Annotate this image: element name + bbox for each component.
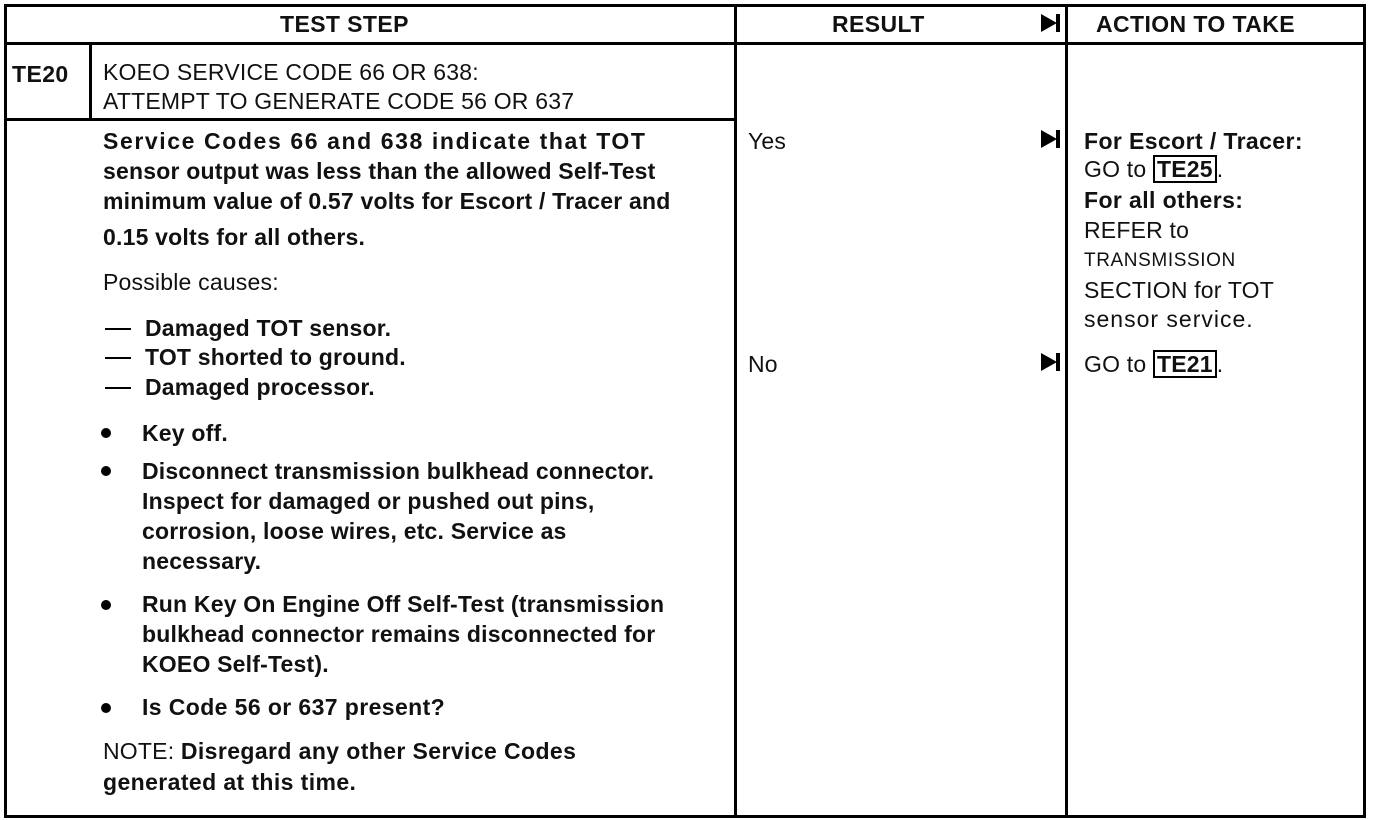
bullet-icon <box>101 703 111 713</box>
cause-dash-1 <box>105 328 131 330</box>
causes-label: Possible causes: <box>103 269 279 295</box>
bullet-2-line-1: Disconnect transmission bulkhead connector. <box>142 458 655 484</box>
bullet-3-line-1: Run Key On Engine Off Self-Test (transmission <box>142 591 665 617</box>
yes-arrow-icon <box>1041 130 1057 148</box>
note-label: NOTE: <box>103 738 175 764</box>
step-title-line-2: ATTEMPT TO GENERATE CODE 56 OR 637 <box>103 88 575 114</box>
bullet-icon <box>101 428 111 438</box>
action-no-goto: GO to <box>1084 351 1147 377</box>
no-arrow-bar-icon <box>1056 353 1060 371</box>
action-yes-line-5: TRANSMISSION <box>1084 250 1236 271</box>
note-line-1 <box>103 736 576 766</box>
bullet-icon <box>101 600 111 610</box>
action-yes-goto: GO to <box>1084 156 1147 182</box>
action-yes-goto-line <box>1084 154 1223 184</box>
action-no-period: . <box>1216 351 1224 377</box>
header-bottom-border <box>4 42 1366 45</box>
action-yes-line-6: SECTION for TOT <box>1084 277 1275 303</box>
action-yes-period: . <box>1216 156 1224 182</box>
action-yes-line-4: REFER to <box>1084 217 1190 243</box>
intro-line-4: 0.15 volts for all others. <box>103 224 366 250</box>
bullet-1-line-1: Key off. <box>142 420 228 446</box>
note-line-2: generated at this time. <box>103 769 357 795</box>
bullet-icon <box>101 466 111 476</box>
action-yes-line-7: sensor service. <box>1084 306 1254 332</box>
note-text-1: Disregard any other Service Codes <box>180 738 577 764</box>
step-id: TE20 <box>12 61 69 87</box>
cause-2: TOT shorted to ground. <box>145 344 406 370</box>
table-bottom-border <box>4 815 1366 818</box>
result-no: No <box>748 351 778 377</box>
result-column-divider <box>734 4 737 818</box>
table-top-border <box>4 4 1366 7</box>
intro-line-2: sensor output was less than the allowed Self-Test <box>103 158 656 184</box>
table-left-border <box>4 4 7 818</box>
cause-3: Damaged processor. <box>145 374 375 400</box>
bullet-3-line-2: bulkhead connector remains disconnected for <box>142 621 656 647</box>
header-test-step: TEST STEP <box>280 11 409 37</box>
header-result: RESULT <box>832 11 925 37</box>
intro-line-1: Service Codes 66 and 638 indicate that TOT <box>103 128 647 154</box>
yes-arrow-bar-icon <box>1056 130 1060 148</box>
cause-dash-3 <box>105 387 131 389</box>
ref-te21-link[interactable]: TE21 <box>1153 350 1217 378</box>
header-arrow-icon <box>1041 14 1057 32</box>
cause-1: Damaged TOT sensor. <box>145 315 392 341</box>
action-column-divider <box>1065 4 1068 818</box>
bullet-4-line-1: Is Code 56 or 637 present? <box>142 694 446 720</box>
bullet-3-line-3: KOEO Self-Test). <box>142 651 329 677</box>
header-action: ACTION TO TAKE <box>1096 11 1295 37</box>
bullet-2-line-2: Inspect for damaged or pushed out pins, <box>142 488 595 514</box>
action-no-goto-line <box>1084 349 1223 379</box>
no-arrow-icon <box>1041 353 1057 371</box>
step-id-divider <box>89 42 92 121</box>
step-title-line-1: KOEO SERVICE CODE 66 OR 638: <box>103 59 479 85</box>
intro-line-3: minimum value of 0.57 volts for Escort / Tracer and <box>103 188 671 214</box>
result-yes: Yes <box>748 128 787 154</box>
action-yes-line-1: For Escort / Tracer: <box>1084 128 1303 154</box>
table-right-border <box>1363 4 1366 818</box>
header-arrow-bar-icon <box>1056 14 1060 32</box>
bullet-2-line-4: necessary. <box>142 548 262 574</box>
ref-te25-link[interactable]: TE25 <box>1153 155 1217 183</box>
action-yes-line-3: For all others: <box>1084 187 1244 213</box>
bullet-2-line-3: corrosion, loose wires, etc. Service as <box>142 518 567 544</box>
cause-dash-2 <box>105 357 131 359</box>
step-title-bottom-border <box>4 118 736 121</box>
